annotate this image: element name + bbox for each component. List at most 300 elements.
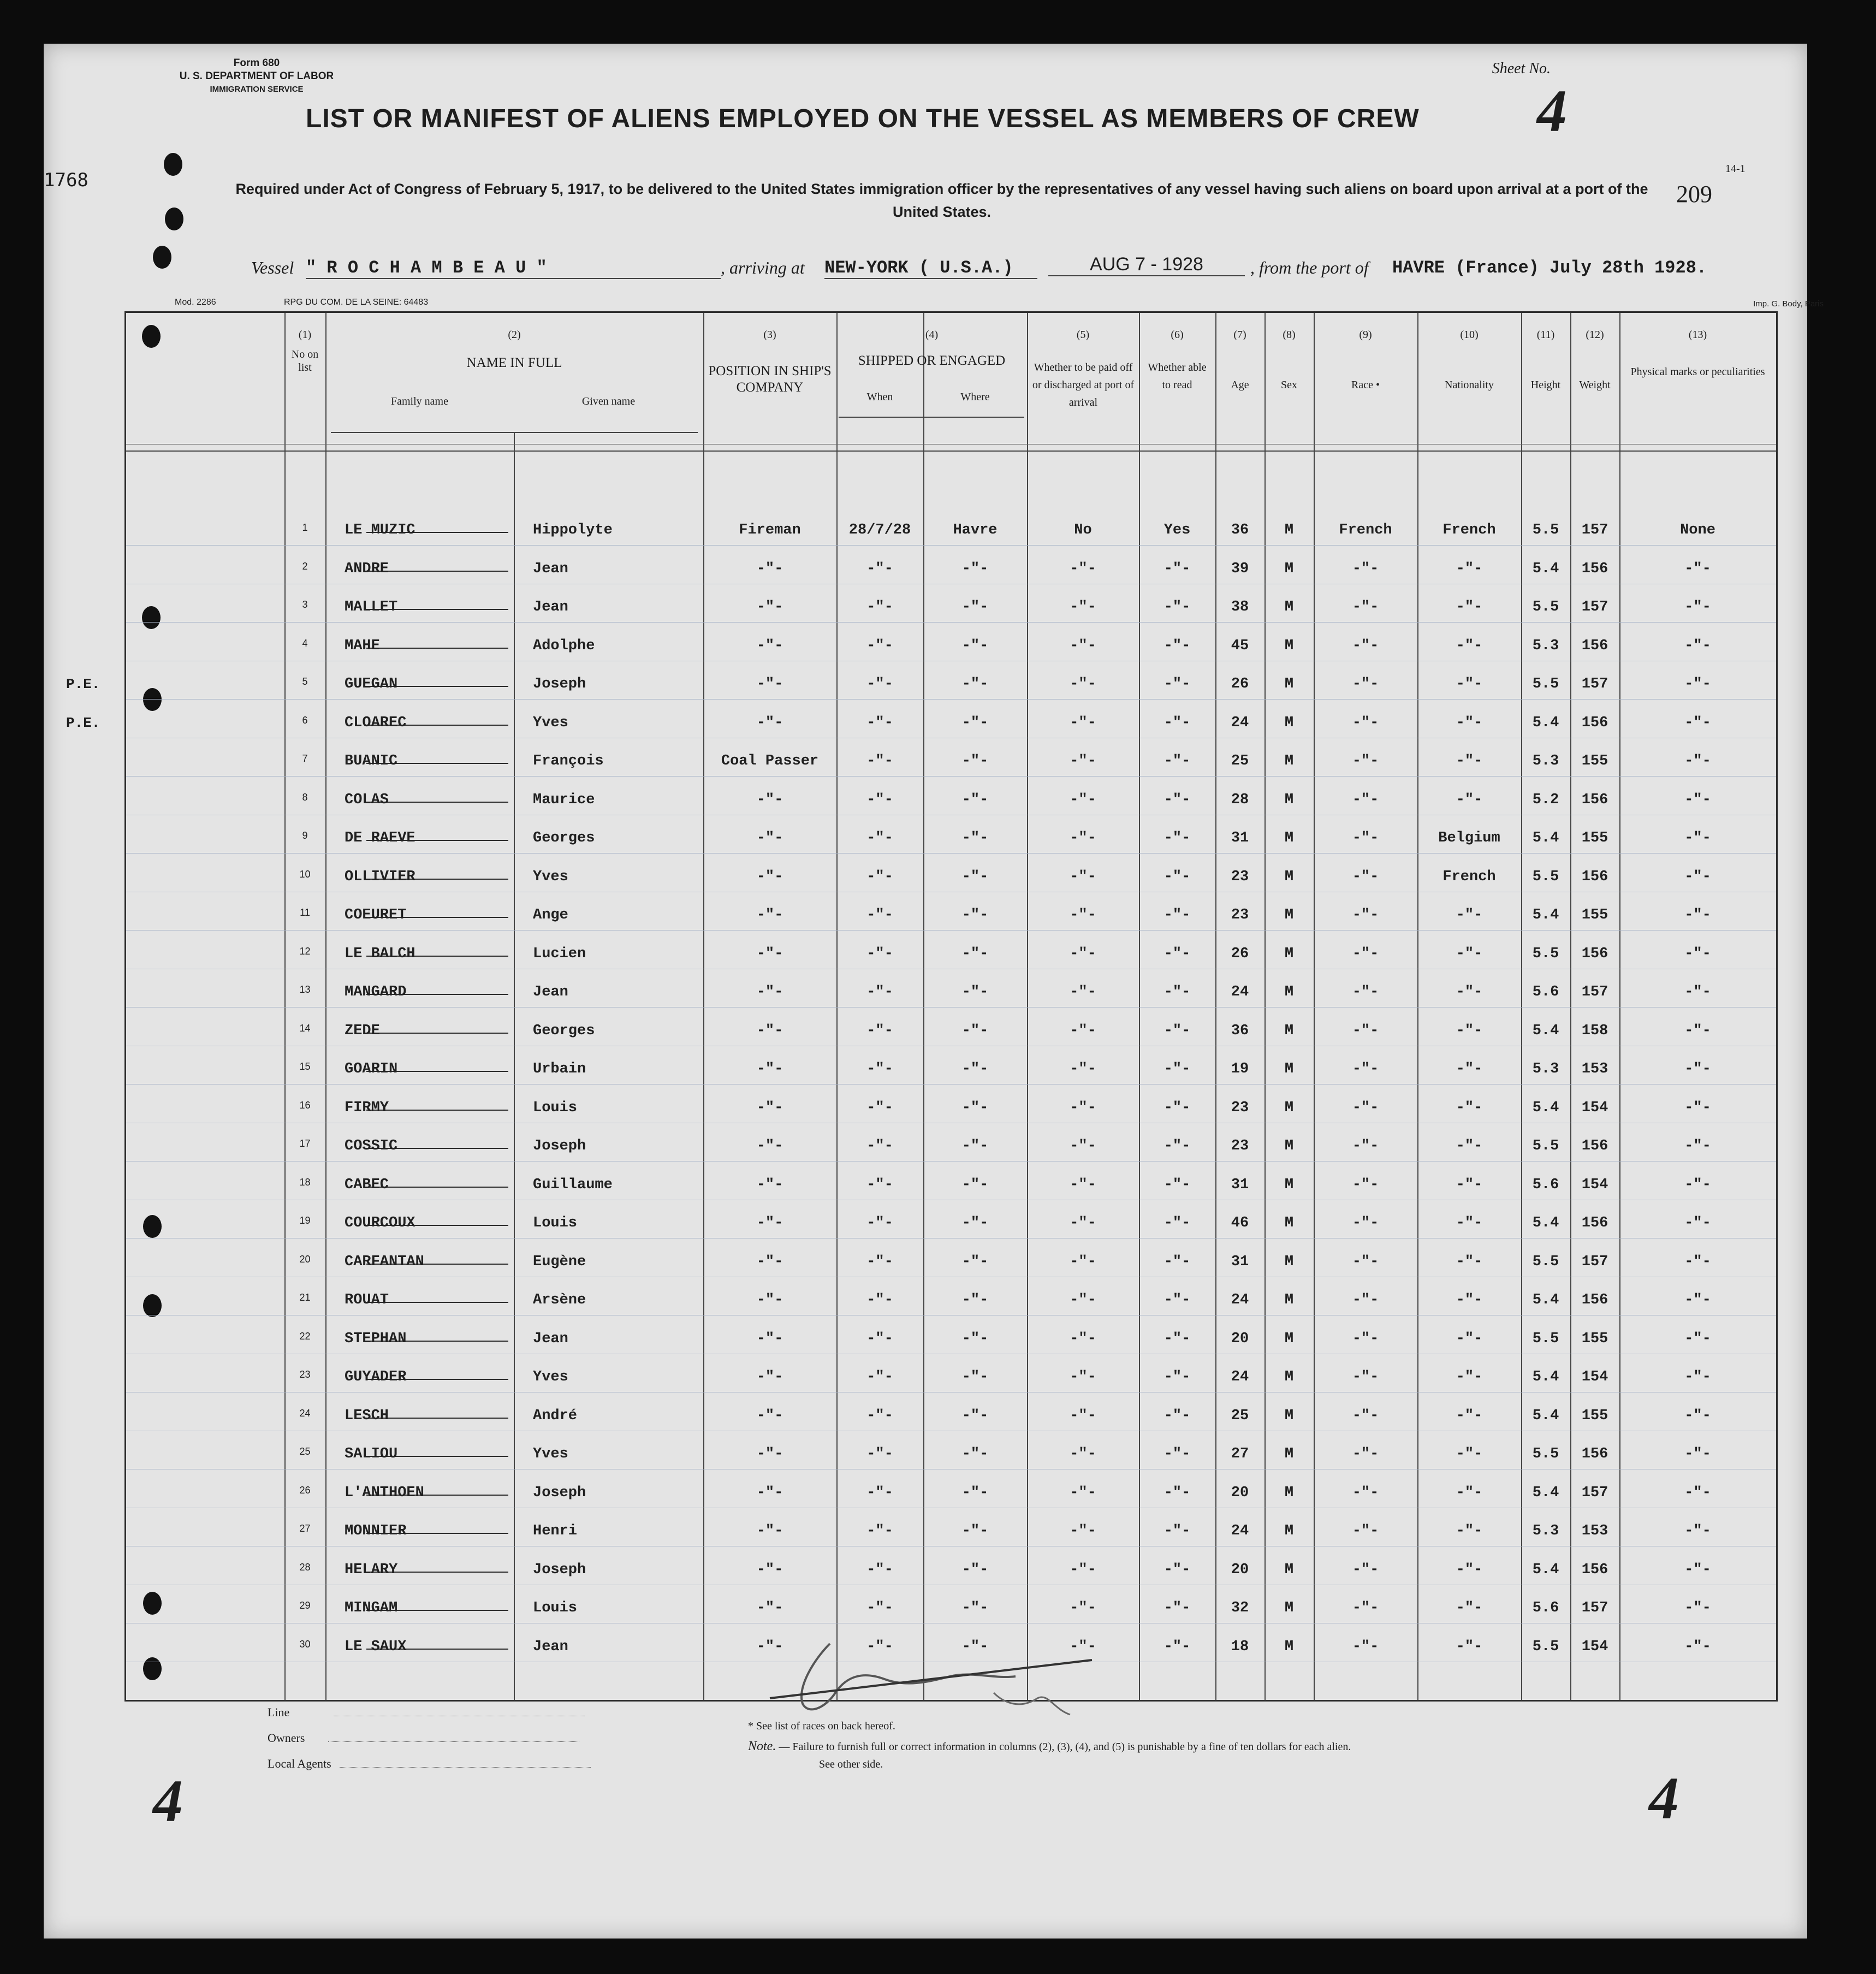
cell-family: MALLET: [345, 599, 398, 615]
cell-no: 16: [299, 1099, 311, 1111]
cell-race: -"-: [1352, 1446, 1379, 1462]
cell-family: BUANIC: [345, 753, 398, 769]
cell-no: 5: [302, 676, 308, 687]
cell-weight: 156: [1581, 1292, 1608, 1308]
cell-paid: -"-: [1070, 1638, 1096, 1655]
cell-race: -"-: [1352, 1407, 1379, 1424]
cell-sex: M: [1284, 637, 1294, 654]
cell-nationality: -"-: [1456, 637, 1483, 654]
cell-marks: -"-: [1684, 791, 1711, 808]
cell-given: Urbain: [533, 1061, 586, 1077]
col-where-header: Where: [960, 391, 990, 403]
cell-weight: 156: [1581, 1446, 1608, 1462]
cell-no: 22: [299, 1330, 311, 1342]
col-sex-header: Sex: [1281, 379, 1297, 391]
cell-no: 19: [299, 1215, 311, 1226]
cell-given: Ange: [533, 907, 568, 923]
cell-family: GOARIN: [345, 1061, 398, 1077]
cell-where: -"-: [961, 753, 989, 769]
cell-race: -"-: [1352, 1253, 1379, 1270]
cell-read: -"-: [1163, 1561, 1191, 1578]
cell-sex: M: [1284, 676, 1294, 692]
cell-nationality: French: [1442, 522, 1496, 538]
cell-given: Hippolyte: [533, 522, 613, 538]
cell-height: 5.5: [1532, 599, 1559, 615]
punch-hole: [153, 246, 171, 269]
cell-position: -"-: [756, 1561, 783, 1578]
cell-paid: -"-: [1070, 560, 1096, 577]
cell-nationality: -"-: [1456, 1407, 1483, 1424]
cell-position: -"-: [756, 1369, 783, 1385]
cell-given: André: [533, 1407, 578, 1424]
cell-where: -"-: [961, 830, 989, 846]
cell-height: 5.3: [1532, 1061, 1559, 1077]
cell-age: 24: [1231, 1523, 1249, 1539]
cell-read: -"-: [1163, 1407, 1191, 1424]
department-name: U. S. DEPARTMENT OF LABOR: [179, 70, 334, 82]
cell-when: -"-: [866, 1330, 893, 1347]
cell-no: 10: [299, 868, 311, 880]
cell-read: -"-: [1163, 907, 1191, 923]
cell-sex: M: [1284, 1138, 1294, 1154]
cell-given: Jean: [533, 1330, 568, 1347]
cell-age: 24: [1231, 714, 1249, 731]
cell-age: 20: [1231, 1484, 1249, 1501]
cell-marks: -"-: [1684, 676, 1711, 692]
cell-family: COSSIC: [345, 1138, 398, 1154]
cell-age: 23: [1231, 1138, 1249, 1154]
cell-age: 25: [1231, 1407, 1249, 1424]
cell-sex: M: [1284, 791, 1294, 808]
cell-read: -"-: [1163, 1330, 1191, 1347]
cell-paid: -"-: [1070, 1446, 1096, 1462]
owners-field: [268, 1731, 579, 1745]
cell-age: 24: [1231, 984, 1249, 1000]
cell-marks: None: [1680, 522, 1715, 538]
cell-when: -"-: [866, 907, 893, 923]
cell-sex: M: [1284, 945, 1294, 962]
cell-given: Eugène: [533, 1253, 586, 1270]
cell-when: -"-: [866, 1138, 893, 1154]
cell-height: 5.6: [1532, 1600, 1559, 1616]
cell-height: 5.4: [1532, 1561, 1559, 1578]
cell-weight: 154: [1581, 1638, 1608, 1655]
cell-age: 23: [1231, 1099, 1249, 1116]
cell-height: 5.5: [1532, 945, 1559, 962]
cell-nationality: -"-: [1456, 599, 1483, 615]
cell-marks: -"-: [1684, 753, 1711, 769]
cell-height: 5.4: [1532, 1407, 1559, 1424]
cell-given: Yves: [533, 1446, 568, 1462]
cell-paid: -"-: [1070, 1561, 1096, 1578]
cell-no: 30: [299, 1638, 311, 1650]
cell-height: 5.4: [1532, 1099, 1559, 1116]
col9-number: (9): [1359, 329, 1372, 341]
cell-paid: No: [1074, 522, 1092, 538]
cell-race: -"-: [1352, 791, 1379, 808]
cell-race: -"-: [1352, 1523, 1379, 1539]
cell-family: LE SAUX: [345, 1638, 407, 1655]
cell-nationality: -"-: [1456, 1138, 1483, 1154]
cell-when: -"-: [866, 599, 893, 615]
service-name: IMMIGRATION SERVICE: [210, 85, 304, 94]
cell-marks: -"-: [1684, 599, 1711, 615]
cell-height: 5.5: [1532, 522, 1559, 538]
note-text: — Failure to furnish full or correct information in columns (2), (3), (4), and (5) is punishable by a fine of ten dollars for each alien.: [779, 1741, 1351, 1753]
printer-mark: Imp. G. Body, Paris: [1753, 299, 1824, 309]
cell-where: -"-: [961, 1138, 989, 1154]
cell-where: -"-: [961, 907, 989, 923]
cell-no: 25: [299, 1446, 311, 1457]
col3-number: (3): [763, 329, 776, 341]
cell-height: 5.5: [1532, 676, 1559, 692]
cell-family: GUYADER: [345, 1369, 407, 1385]
cell-where: -"-: [961, 1253, 989, 1270]
cell-when: -"-: [866, 1561, 893, 1578]
cell-nationality: -"-: [1456, 676, 1483, 692]
cell-when: -"-: [866, 984, 893, 1000]
cell-height: 5.5: [1532, 1446, 1559, 1462]
cell-family: MINGAM: [345, 1600, 398, 1616]
owners-label: Owners: [268, 1731, 305, 1745]
cell-nationality: Belgium: [1438, 830, 1500, 846]
cell-nationality: -"-: [1456, 1215, 1483, 1231]
cell-sex: M: [1284, 1330, 1294, 1347]
cell-family: ROUAT: [345, 1292, 389, 1308]
cell-family: MAHE: [345, 637, 380, 654]
cell-sex: M: [1284, 1061, 1294, 1077]
cell-read: -"-: [1163, 637, 1191, 654]
cell-age: 27: [1231, 1446, 1249, 1462]
cell-marks: -"-: [1684, 1638, 1711, 1655]
sheet-number: 4: [1537, 78, 1567, 144]
cell-paid: -"-: [1070, 984, 1096, 1000]
mod-number: Mod. 2286: [175, 298, 216, 307]
cell-age: 39: [1231, 560, 1249, 577]
cell-marks: -"-: [1684, 1292, 1711, 1308]
cell-weight: 158: [1581, 1022, 1608, 1039]
cell-no: 12: [299, 945, 311, 957]
cell-height: 5.2: [1532, 791, 1559, 808]
rpg-mark: RPG DU COM. DE LA SEINE: 64483: [284, 298, 429, 307]
cell-paid: -"-: [1070, 1407, 1096, 1424]
vessel-label: Vessel: [251, 258, 294, 277]
cell-marks: -"-: [1684, 1099, 1711, 1116]
cell-when: -"-: [866, 1446, 893, 1462]
cell-race: -"-: [1352, 753, 1379, 769]
cell-sex: M: [1284, 1215, 1294, 1231]
cell-height: 5.4: [1532, 714, 1559, 731]
cell-marks: -"-: [1684, 984, 1711, 1000]
cell-family: DE RAEVE: [345, 830, 415, 846]
cell-where: -"-: [961, 1022, 989, 1039]
cell-weight: 157: [1581, 1600, 1608, 1616]
cell-where: -"-: [961, 1330, 989, 1347]
left-margin-number: 1768: [44, 169, 88, 191]
note-label: Note.: [748, 1739, 776, 1753]
cell-position: -"-: [756, 907, 783, 923]
page-title: LIST OR MANIFEST OF ALIENS EMPLOYED ON THE VESSEL AS MEMBERS OF CREW: [306, 104, 1420, 133]
col-shipped-header: SHIPPED OR ENGAGED: [858, 353, 1006, 368]
cell-no: 7: [302, 753, 308, 764]
cell-weight: 156: [1581, 1138, 1608, 1154]
cell-no: 1: [302, 522, 308, 533]
cell-position: -"-: [756, 1638, 783, 1655]
cell-age: 31: [1231, 830, 1249, 846]
cell-read: -"-: [1163, 1523, 1191, 1539]
cell-when: -"-: [866, 791, 893, 808]
cell-paid: -"-: [1070, 676, 1096, 692]
cell-race: -"-: [1352, 1561, 1379, 1578]
cell-given: Lucien: [533, 945, 586, 962]
cell-marks: -"-: [1684, 830, 1711, 846]
cell-paid: -"-: [1070, 945, 1096, 962]
agents-label: Local Agents: [268, 1757, 331, 1770]
cell-height: 5.6: [1532, 984, 1559, 1000]
cell-when: -"-: [866, 714, 893, 731]
cell-nationality: -"-: [1456, 1369, 1483, 1385]
cell-read: -"-: [1163, 1138, 1191, 1154]
cell-sex: M: [1284, 1600, 1294, 1616]
cell-where: -"-: [961, 1061, 989, 1077]
cell-given: Maurice: [533, 791, 595, 808]
cell-read: -"-: [1163, 1484, 1191, 1501]
col-family-name-header: Family name: [391, 395, 448, 407]
vessel-name: " R O C H A M B E A U ": [306, 258, 721, 279]
cell-read: -"-: [1163, 714, 1191, 731]
cell-no: 3: [302, 599, 308, 610]
cell-position: -"-: [756, 1407, 783, 1424]
cell-position: -"-: [756, 1099, 783, 1116]
cell-when: -"-: [866, 676, 893, 692]
cell-race: -"-: [1352, 830, 1379, 846]
cell-height: 5.5: [1532, 868, 1559, 885]
cell-paid: -"-: [1070, 791, 1096, 808]
cell-marks: -"-: [1684, 1407, 1711, 1424]
row-rule: [126, 545, 1776, 546]
cell-when: 28/7/28: [848, 522, 911, 538]
cell-position: -"-: [756, 791, 783, 808]
cell-sex: M: [1284, 1022, 1294, 1039]
cell-sex: M: [1284, 1446, 1294, 1462]
cell-given: Adolphe: [533, 637, 595, 654]
cell-where: Havre: [953, 522, 998, 538]
cell-no: 21: [299, 1292, 311, 1303]
cell-family: FIRMY: [345, 1099, 389, 1116]
cell-sex: M: [1284, 753, 1294, 769]
cell-sex: M: [1284, 1253, 1294, 1270]
cell-height: 5.4: [1532, 1022, 1559, 1039]
cell-sex: M: [1284, 522, 1294, 538]
cell-paid: -"-: [1070, 1253, 1096, 1270]
cell-weight: 156: [1581, 1561, 1608, 1578]
cell-age: 46: [1231, 1215, 1249, 1231]
cell-given: Henri: [533, 1523, 578, 1539]
cell-age: 18: [1231, 1638, 1249, 1655]
sheet-label: Sheet No.: [1492, 60, 1551, 77]
cell-paid: -"-: [1070, 830, 1096, 846]
cell-height: 5.3: [1532, 1523, 1559, 1539]
cell-sex: M: [1284, 830, 1294, 846]
cell-height: 5.5: [1532, 1253, 1559, 1270]
cell-sex: M: [1284, 984, 1294, 1000]
cell-marks: -"-: [1684, 1138, 1711, 1154]
cell-nationality: -"-: [1456, 1099, 1483, 1116]
cell-family: HELARY: [345, 1561, 398, 1578]
cell-given: Jean: [533, 984, 568, 1000]
cell-read: -"-: [1163, 1292, 1191, 1308]
cell-given: Jean: [533, 1638, 568, 1655]
cell-marks: -"-: [1684, 1523, 1711, 1539]
cell-where: -"-: [961, 984, 989, 1000]
cell-given: Yves: [533, 868, 568, 885]
cell-age: 36: [1231, 1022, 1249, 1039]
cell-where: -"-: [961, 560, 989, 577]
cell-race: -"-: [1352, 676, 1379, 692]
cell-marks: -"-: [1684, 1369, 1711, 1385]
cell-family: CARFANTAN: [345, 1253, 424, 1270]
cell-weight: 154: [1581, 1369, 1608, 1385]
cell-marks: -"-: [1684, 1484, 1711, 1501]
cell-family: OLLIVIER: [345, 868, 415, 885]
col-paid-off-header: Whether to be paid off or discharged at port of arrival: [1032, 361, 1135, 408]
cell-nationality: -"-: [1456, 1292, 1483, 1308]
cell-given: Yves: [533, 714, 568, 731]
cell-sex: M: [1284, 1099, 1294, 1116]
cell-given: François: [533, 753, 604, 769]
cell-when: -"-: [866, 1061, 893, 1077]
arrival-date-stamp: AUG 7 - 1928: [1048, 254, 1245, 276]
cell-no: 24: [299, 1407, 311, 1419]
cell-given: Yves: [533, 1369, 568, 1385]
cell-race: -"-: [1352, 868, 1379, 885]
cell-height: 5.5: [1532, 1138, 1559, 1154]
cell-race: -"-: [1352, 1369, 1379, 1385]
officer-signature: [764, 1627, 1147, 1731]
races-note: * See list of races on back hereof.: [748, 1720, 895, 1732]
cell-no: 15: [299, 1061, 311, 1072]
cell-marks: -"-: [1684, 1253, 1711, 1270]
cell-position: -"-: [756, 1138, 783, 1154]
col-when-header: When: [866, 391, 893, 403]
cell-height: 5.6: [1532, 1176, 1559, 1193]
cell-nationality: French: [1442, 868, 1496, 885]
cell-weight: 155: [1581, 753, 1608, 769]
cell-sex: M: [1284, 560, 1294, 577]
cell-paid: -"-: [1070, 1138, 1096, 1154]
cell-weight: 156: [1581, 560, 1608, 577]
cell-where: -"-: [961, 1369, 989, 1385]
cell-given: Jean: [533, 560, 568, 577]
cell-paid: -"-: [1070, 1061, 1096, 1077]
cell-weight: 157: [1581, 1253, 1608, 1270]
cell-nationality: -"-: [1456, 560, 1483, 577]
cell-paid: -"-: [1070, 637, 1096, 654]
cell-given: Georges: [533, 830, 595, 846]
cell-sex: M: [1284, 1407, 1294, 1424]
cell-race: French: [1339, 522, 1392, 538]
cell-family: LESCH: [345, 1407, 389, 1424]
cell-paid: -"-: [1070, 1099, 1096, 1116]
cell-marks: -"-: [1684, 637, 1711, 654]
cell-where: -"-: [961, 1600, 989, 1616]
cell-paid: -"-: [1070, 1176, 1096, 1193]
cell-position: -"-: [756, 1330, 783, 1347]
cell-race: -"-: [1352, 1292, 1379, 1308]
cell-paid: -"-: [1070, 753, 1096, 769]
cell-family: MONNIER: [345, 1523, 407, 1539]
arriving-port: NEW-YORK ( U.S.A.): [824, 258, 1037, 279]
cell-marks: -"-: [1684, 714, 1711, 731]
cell-family: ZEDE: [345, 1022, 380, 1039]
cell-age: 20: [1231, 1330, 1249, 1347]
cell-where: -"-: [961, 676, 989, 692]
col2-number: (2): [508, 329, 521, 341]
cell-nationality: -"-: [1456, 1061, 1483, 1077]
cell-race: -"-: [1352, 945, 1379, 962]
cell-race: -"-: [1352, 1176, 1379, 1193]
cell-nationality: -"-: [1456, 791, 1483, 808]
cell-height: 5.3: [1532, 637, 1559, 654]
cell-read: -"-: [1163, 676, 1191, 692]
cell-where: -"-: [961, 1176, 989, 1193]
cell-age: 19: [1231, 1061, 1249, 1077]
row-rule: [126, 699, 1776, 700]
cell-age: 32: [1231, 1600, 1249, 1616]
cell-age: 23: [1231, 868, 1249, 885]
cell-when: -"-: [866, 560, 893, 577]
form-number: Form 680: [233, 57, 280, 69]
cell-marks: -"-: [1684, 1600, 1711, 1616]
cell-age: 20: [1231, 1561, 1249, 1578]
cell-weight: 157: [1581, 1484, 1608, 1501]
cell-no: 4: [302, 637, 308, 649]
cell-no: 27: [299, 1523, 311, 1534]
row-margin-note: P.E.: [66, 714, 100, 731]
cell-sex: M: [1284, 599, 1294, 615]
cell-no: 14: [299, 1022, 311, 1034]
cell-nationality: -"-: [1456, 1022, 1483, 1039]
cell-nationality: -"-: [1456, 907, 1483, 923]
arriving-label: , arriving at: [721, 258, 805, 277]
cell-nationality: -"-: [1456, 984, 1483, 1000]
cell-family: STEPHAN: [345, 1330, 407, 1347]
cell-marks: -"-: [1684, 560, 1711, 577]
cell-nationality: -"-: [1456, 1561, 1483, 1578]
cell-height: 5.3: [1532, 753, 1559, 769]
cell-position: -"-: [756, 714, 783, 731]
cell-marks: -"-: [1684, 1061, 1711, 1077]
cell-sex: M: [1284, 1561, 1294, 1578]
cell-when: -"-: [866, 1407, 893, 1424]
punch-hole: [164, 153, 182, 176]
cell-position: -"-: [756, 676, 783, 692]
cell-paid: -"-: [1070, 1292, 1096, 1308]
cell-nationality: -"-: [1456, 1176, 1483, 1193]
cell-nationality: -"-: [1456, 1446, 1483, 1462]
cell-no: 2: [302, 560, 308, 572]
cell-sex: M: [1284, 1176, 1294, 1193]
cell-age: 24: [1231, 1292, 1249, 1308]
cell-weight: 153: [1581, 1523, 1608, 1539]
cell-position: -"-: [756, 868, 783, 885]
see-other-side: See other side.: [819, 1758, 883, 1770]
cell-paid: -"-: [1070, 1523, 1096, 1539]
manifest-sheet: [44, 44, 1824, 1939]
cell-weight: 155: [1581, 1407, 1608, 1424]
col-name-header: NAME IN FULL: [466, 355, 562, 370]
cell-position: -"-: [756, 1600, 783, 1616]
